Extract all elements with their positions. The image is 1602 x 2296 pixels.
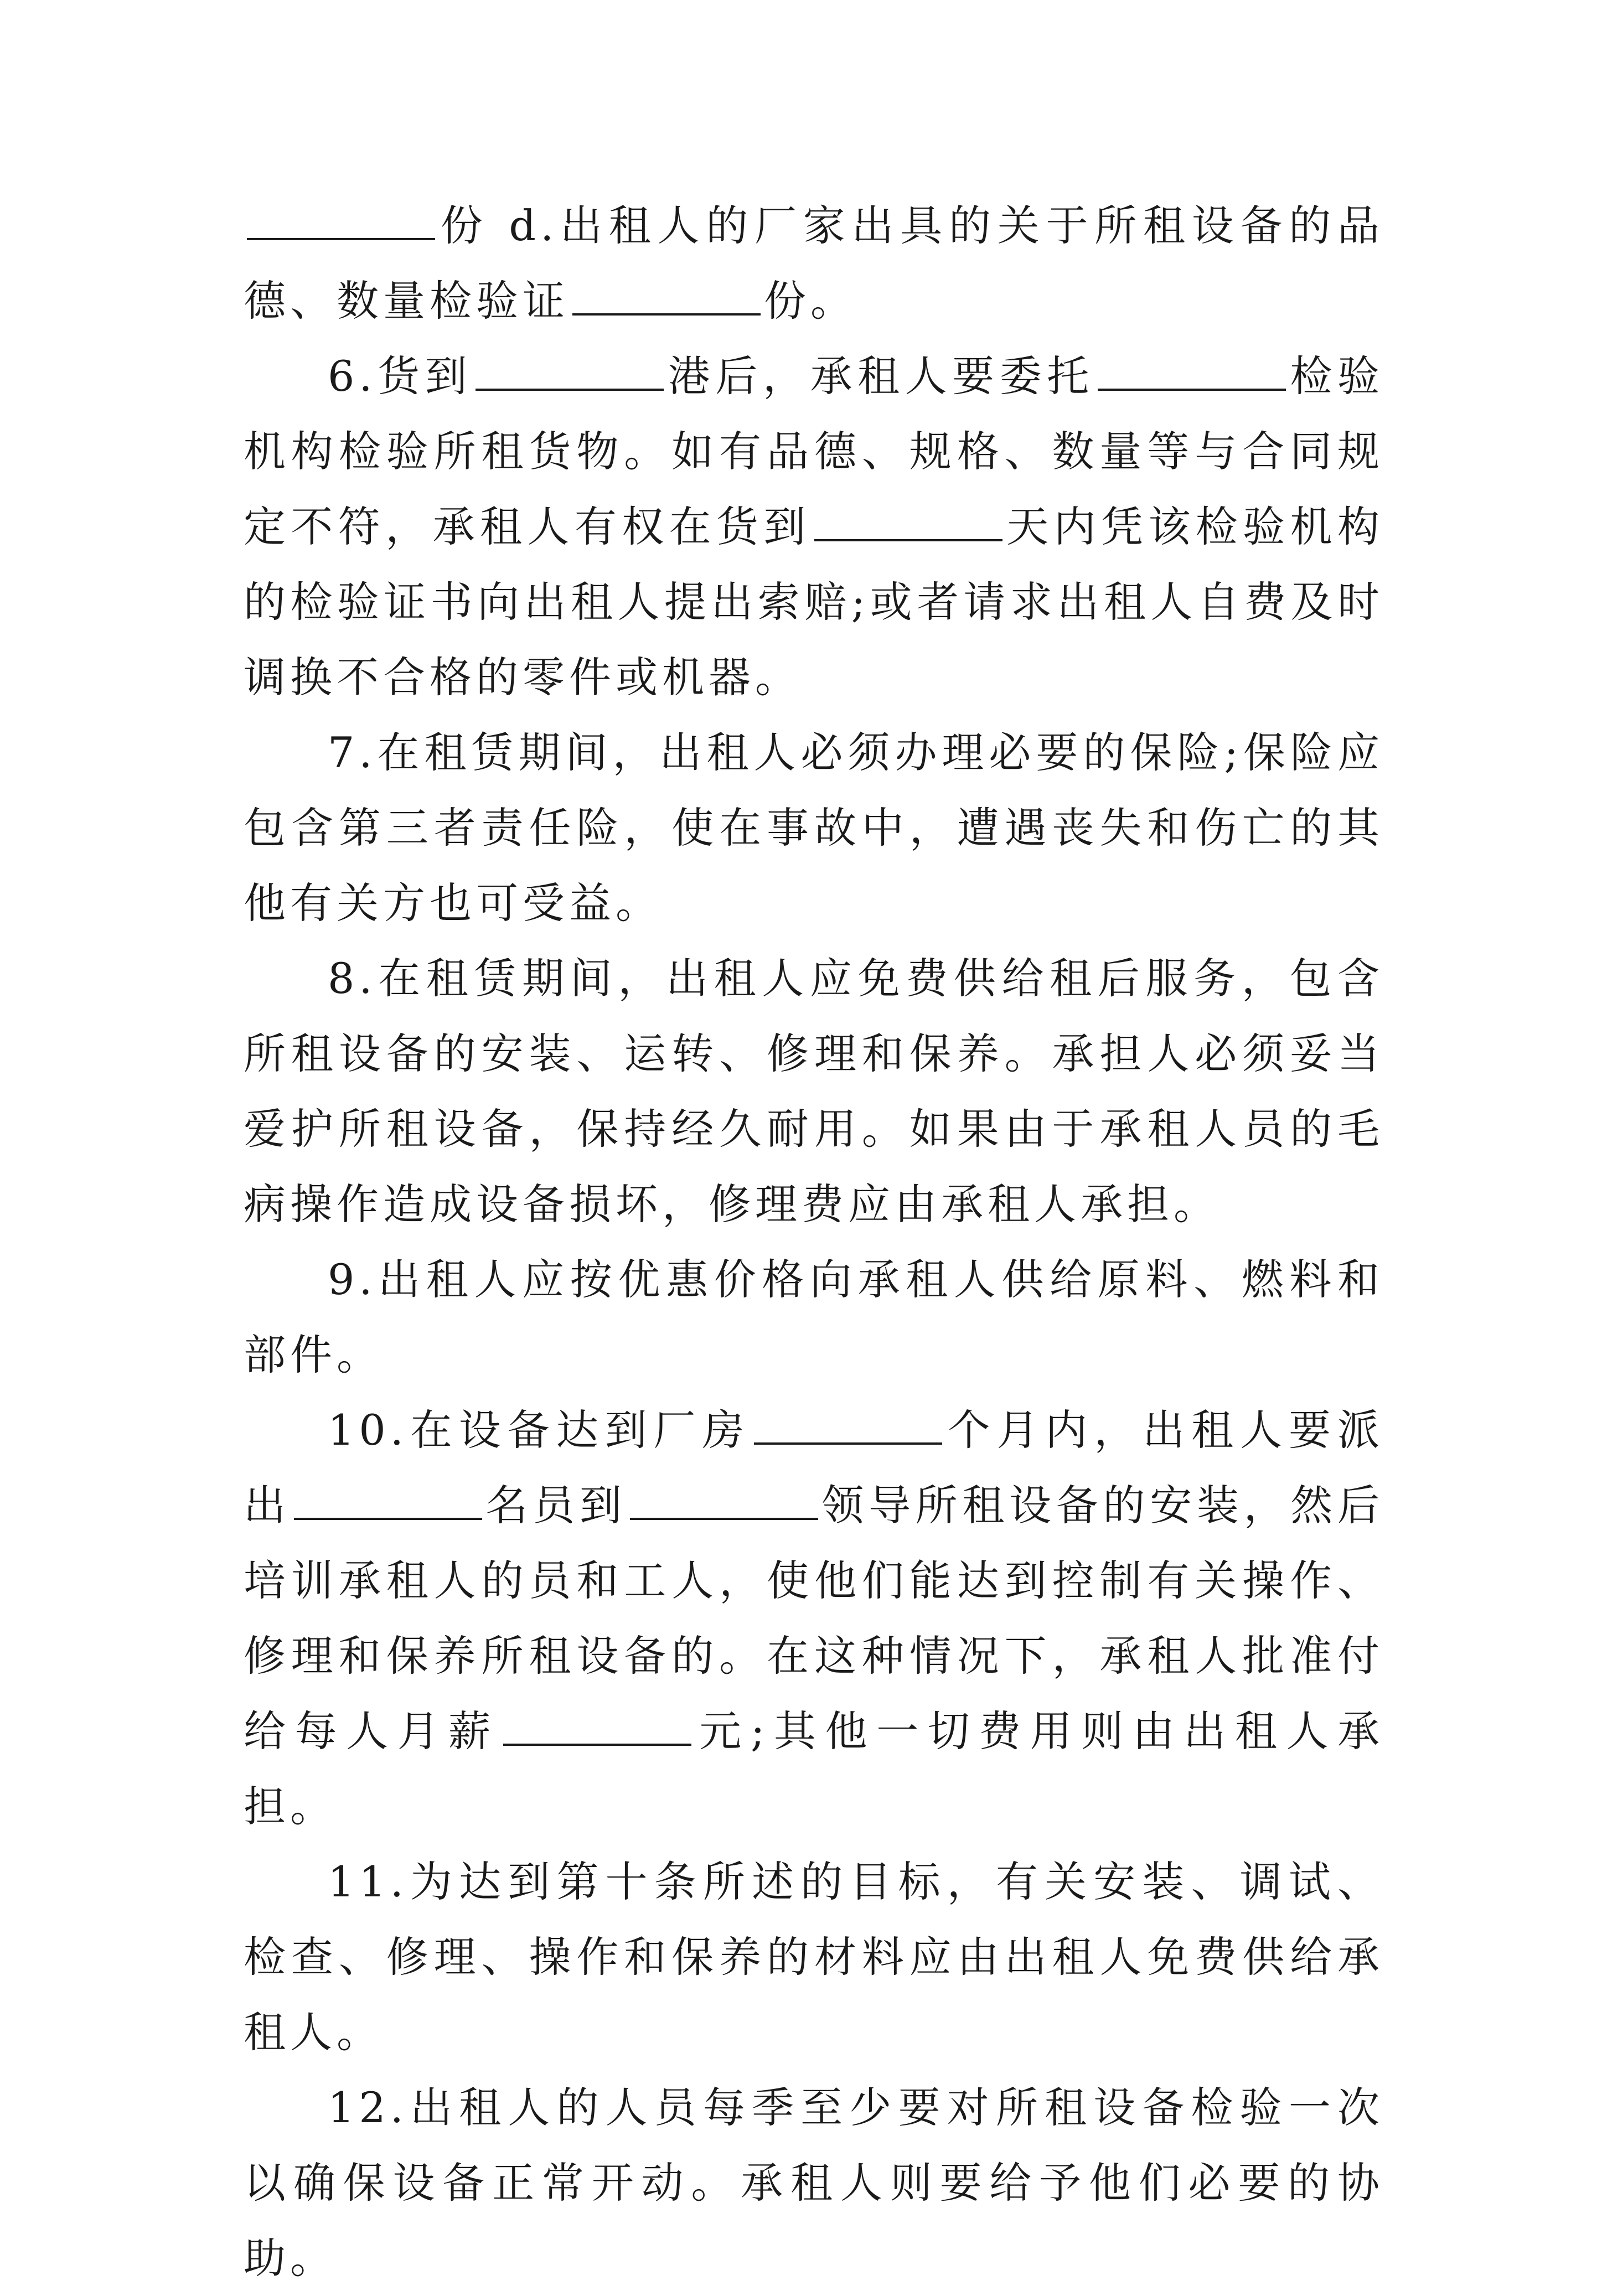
paragraph-text: 12.出租人的人员每季至少要对所租设备检验一次以确保设备正常开动。承租人则要给予他们必要的协助。 [244,2083,1384,2283]
paragraph-12 [244,2070,1384,2296]
blank-line [1098,388,1286,391]
paragraph-8 [244,941,1384,1242]
blank-line [247,237,435,240]
blank-line [630,1517,818,1520]
paragraph-text: 领导所租设备的安装，然后培训承租人的员和工人，使他们能达到控制有关操作、修理和保养所租设备的。在这种情况下，承租人批准付给每人月薪 [244,1481,1384,1756]
paragraph-5-continued [244,188,1384,339]
paragraph-text: 9.出租人应按优惠价格向承租人供给原料、燃料和部件。 [244,1255,1384,1379]
paragraph-text: 8.在租赁期间，出租人应免费供给租后服务，包含所租设备的安装、运转、修理和保养。承担人必须妥当爱护所租设备，保持经久耐用。如果由于承租人员的毛病操作造成设备损坏，修理费应由承租人承担。 [244,954,1384,1229]
paragraph-9 [244,1242,1384,1393]
paragraph-text: 6.货到 [328,351,473,401]
blank-line [503,1743,691,1746]
paragraph-text: 个月内，出租人要派出 [244,1405,1384,1530]
blank-line [814,539,1002,541]
paragraph-text: 检验机构检验所租货物。如有品德、规格、数量等与合同规定不符，承租人有权在货到 [244,351,1384,551]
paragraph-text: 11.为达到第十条所述的目标，有关安装、调试、检查、修理、操作和保养的材料应由出租人免费供给承租人。 [244,1857,1384,2057]
paragraph-11 [244,1844,1384,2070]
paragraph-text: 10.在设备达到厂房 [328,1405,751,1455]
blank-line [294,1517,482,1520]
contract-text [244,188,1384,2296]
blank-line [476,388,664,391]
paragraph-10 [244,1393,1384,1844]
paragraph-7 [244,715,1384,941]
blank-line [754,1442,942,1445]
paragraph-text: 港后，承租人要委托 [667,351,1094,401]
paragraph-text: 份 d.出租人的厂家出具的关于所租设备的品德、数量检验证 [244,201,1384,325]
paragraph-text: 7.在租赁期间，出租人必须办理必要的保险;保险应包含第三者责任险，使在事故中，遭遇丧失和伤亡的其他有关方也可受益。 [244,728,1384,928]
paragraph-text: 天内凭该检验机构的检验证书向出租人提出索赔;或者请求出租人自费及时调换不合格的零件或机器。 [244,502,1384,702]
paragraph-text: 份。 [764,276,857,325]
paragraph-text: 名员到 [485,1481,627,1530]
paragraph-text: 元;其他一切费用则由出租人承担。 [244,1707,1384,1831]
paragraph-6 [244,339,1384,715]
blank-line [572,313,761,316]
